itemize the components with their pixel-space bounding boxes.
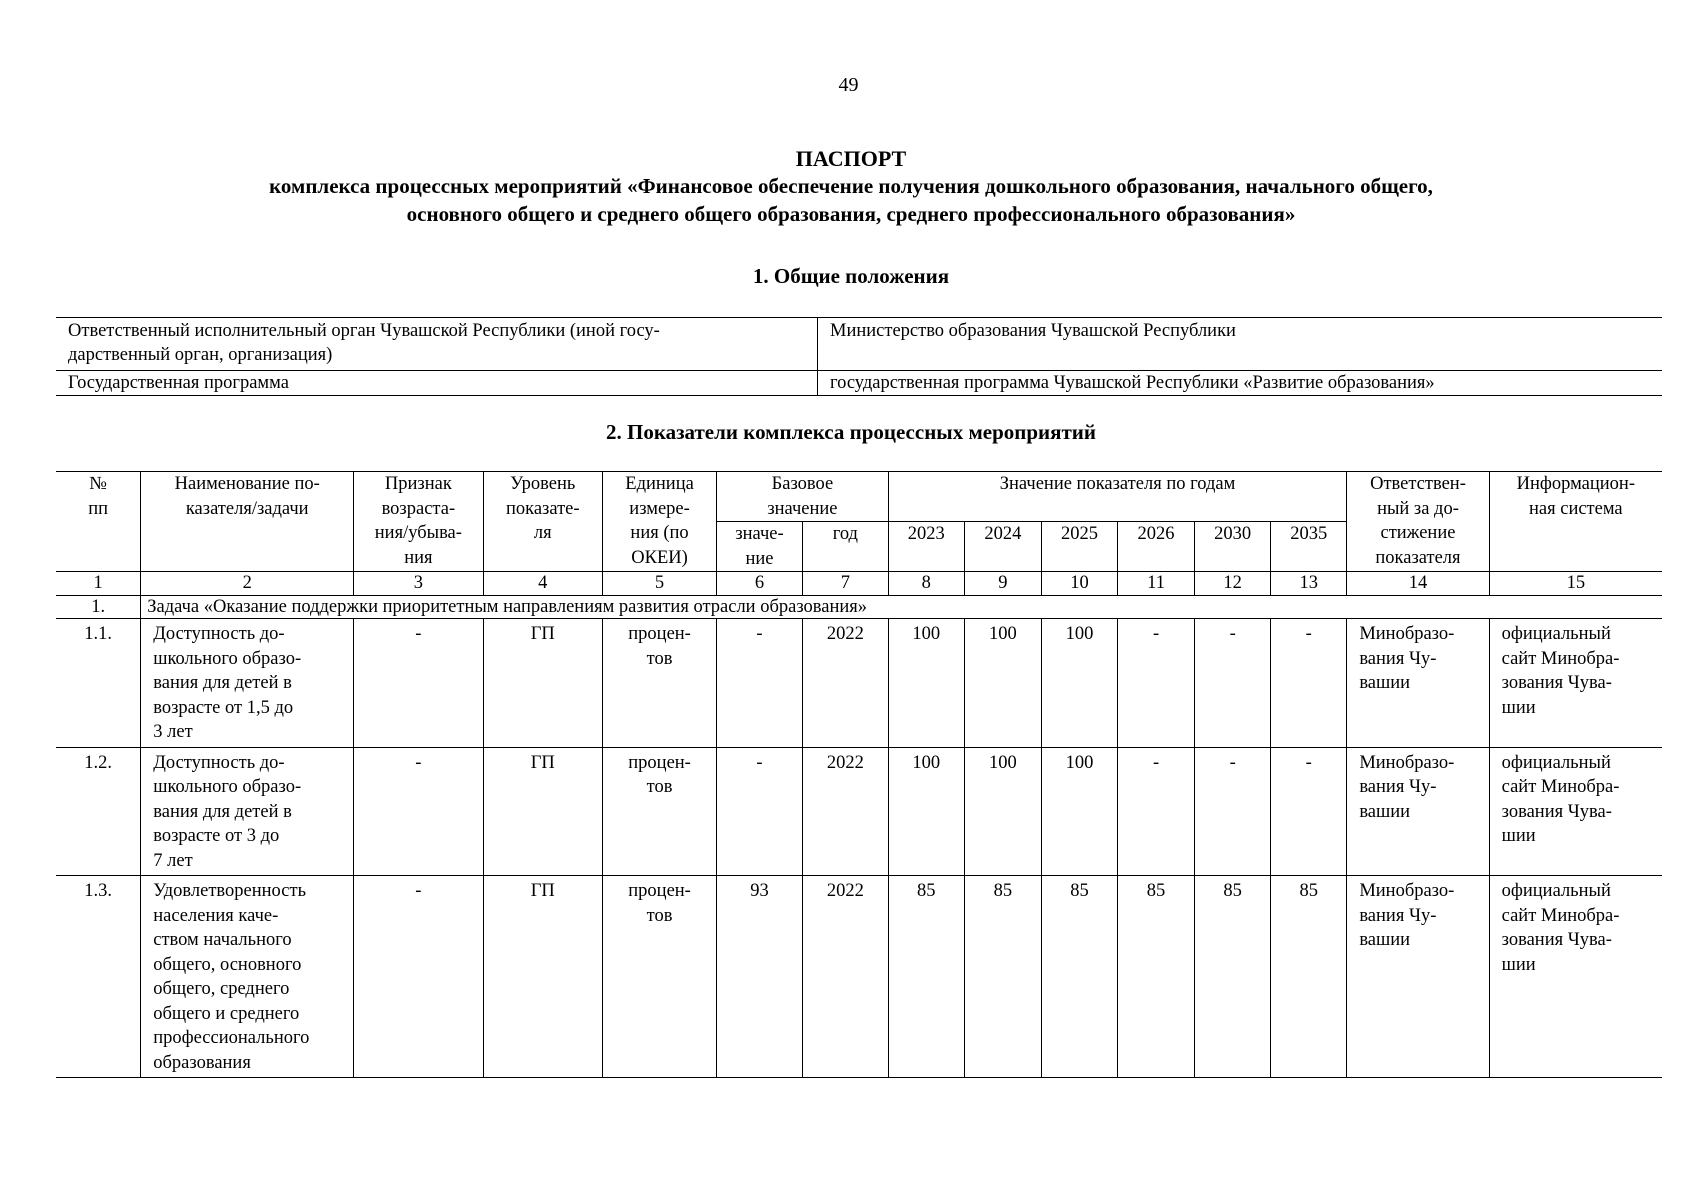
column-number: 2 — [141, 572, 354, 596]
header-base-year: год — [802, 522, 888, 572]
row-value-2030: - — [1195, 747, 1271, 876]
column-number: 14 — [1347, 572, 1489, 596]
row-value-2025: 85 — [1041, 876, 1117, 1078]
row-value-2030: - — [1195, 619, 1271, 748]
row-unit: процен- тов — [603, 876, 717, 1078]
general-label-line1: Ответственный исполнительный орган Чувашской Республики (иной госу- — [68, 321, 660, 341]
header-num: № пп — [56, 472, 141, 572]
row-name: Удовлетворенность населения каче- ством начального общего, основного общего, среднего общего и среднего профессионального образования — [141, 876, 354, 1078]
row-name: Доступность до- школьного образо- вания для детей в возрасте от 3 до 7 лет — [141, 747, 354, 876]
row-value-2035: 85 — [1271, 876, 1347, 1078]
row-responsible: Минобразо- вания Чу- вашии — [1347, 619, 1489, 748]
general-label-line2: дарственный орган, организация) — [68, 345, 333, 365]
task-row — [56, 596, 1662, 619]
row-responsible: Минобразо- вания Чу- вашии — [1347, 876, 1489, 1078]
row-responsible: Минобразо- вания Чу- вашии — [1347, 747, 1489, 876]
general-label-cell — [56, 318, 818, 371]
header-base: Базовое значение — [717, 472, 889, 522]
column-number: 6 — [717, 572, 803, 596]
row-value-2023: 100 — [888, 747, 964, 876]
row-num: 1.1. — [56, 619, 141, 748]
row-value-2023: 100 — [888, 619, 964, 748]
row-base-value: - — [717, 619, 803, 748]
row-level: ГП — [483, 747, 603, 876]
indicators-table — [56, 471, 1662, 1078]
column-number: 11 — [1117, 572, 1194, 596]
table-row — [56, 371, 1662, 396]
row-sign: - — [354, 876, 483, 1078]
header-year-2035: 2035 — [1271, 522, 1347, 572]
row-base-year: 2022 — [802, 876, 888, 1078]
row-base-year: 2022 — [802, 619, 888, 748]
row-value-2024: 100 — [964, 619, 1041, 748]
table-row — [56, 318, 1662, 371]
row-value-2035: - — [1271, 747, 1347, 876]
column-number: 8 — [888, 572, 964, 596]
header-year-2025: 2025 — [1041, 522, 1117, 572]
task-text: Задача «Оказание поддержки приоритетным направлениям развития отрасли образования» — [141, 596, 1662, 619]
row-value-2026: - — [1117, 747, 1194, 876]
header-year-2024: 2024 — [964, 522, 1041, 572]
header-responsible: Ответствен- ный за до- стижение показателя — [1347, 472, 1489, 572]
row-level: ГП — [483, 619, 603, 748]
column-number: 9 — [964, 572, 1041, 596]
column-number: 15 — [1489, 572, 1662, 596]
title-line-2: комплекса процессных мероприятий «Финансовое обеспечение получения дошкольного образования, начального общего, — [269, 174, 1433, 198]
header-base-value: значе- ние — [717, 522, 803, 572]
row-base-value: 93 — [717, 876, 803, 1078]
general-provisions-table — [56, 317, 1662, 396]
header-year-2030: 2030 — [1195, 522, 1271, 572]
header-row — [56, 472, 1662, 522]
row-base-year: 2022 — [802, 747, 888, 876]
section1-title: 1. Общие положения — [752, 264, 950, 288]
row-unit: процен- тов — [603, 619, 717, 748]
column-number: 1 — [56, 572, 141, 596]
row-value-2024: 85 — [964, 876, 1041, 1078]
column-number: 7 — [802, 572, 888, 596]
row-value-2030: 85 — [1195, 876, 1271, 1078]
header-sign: Признак возраста- ния/убыва- ния — [354, 472, 483, 572]
header-year-2023: 2023 — [888, 522, 964, 572]
column-number: 13 — [1271, 572, 1347, 596]
row-num: 1.2. — [56, 747, 141, 876]
row-value-2025: 100 — [1041, 747, 1117, 876]
row-unit: процен- тов — [603, 747, 717, 876]
column-number: 12 — [1195, 572, 1271, 596]
row-info-system: официальный сайт Минобра- зования Чува- шии — [1489, 747, 1662, 876]
row-name: Доступность до- школьного образо- вания для детей в возрасте от 1,5 до 3 лет — [141, 619, 354, 748]
table-row — [56, 876, 1662, 1078]
row-value-2023: 85 — [888, 876, 964, 1078]
row-value-2025: 100 — [1041, 619, 1117, 748]
row-sign: - — [354, 747, 483, 876]
header-name: Наименование по- казателя/задачи — [141, 472, 354, 572]
row-value-2026: 85 — [1117, 876, 1194, 1078]
page-number: 49 — [838, 74, 859, 96]
title-line-1: ПАСПОРТ — [795, 146, 907, 171]
general-value-cell: государственная программа Чувашской Республики «Развитие образования» — [818, 371, 1663, 396]
row-value-2035: - — [1271, 619, 1347, 748]
header-level: Уровень показате- ля — [483, 472, 603, 572]
row-value-2024: 100 — [964, 747, 1041, 876]
column-number: 3 — [354, 572, 483, 596]
row-info-system: официальный сайт Минобра- зования Чува- шии — [1489, 619, 1662, 748]
row-value-2026: - — [1117, 619, 1194, 748]
section2-title: 2. Показатели комплекса процессных мероприятий — [605, 420, 1096, 444]
table-row — [56, 747, 1662, 876]
row-info-system: официальный сайт Минобра- зования Чува- шии — [1489, 876, 1662, 1078]
column-number: 4 — [483, 572, 603, 596]
header-unit: Единица измере- ния (по ОКЕИ) — [603, 472, 717, 572]
document-title — [56, 145, 1646, 228]
column-number: 10 — [1041, 572, 1117, 596]
title-line-3: основного общего и среднего общего образования, среднего профессионального образования» — [406, 202, 1296, 226]
column-numbers-row — [56, 572, 1662, 596]
header-year-2026: 2026 — [1117, 522, 1194, 572]
row-level: ГП — [483, 876, 603, 1078]
row-sign: - — [354, 619, 483, 748]
row-num: 1.3. — [56, 876, 141, 1078]
general-value-cell: Министерство образования Чувашской Республики — [818, 318, 1663, 371]
column-number: 5 — [603, 572, 717, 596]
row-base-value: - — [717, 747, 803, 876]
task-num: 1. — [56, 596, 141, 619]
header-values-by-year: Значение показателя по годам — [888, 472, 1347, 522]
table-row — [56, 619, 1662, 748]
general-label-cell: Государственная программа — [56, 371, 818, 396]
header-info-system: Информацион- ная система — [1489, 472, 1662, 572]
